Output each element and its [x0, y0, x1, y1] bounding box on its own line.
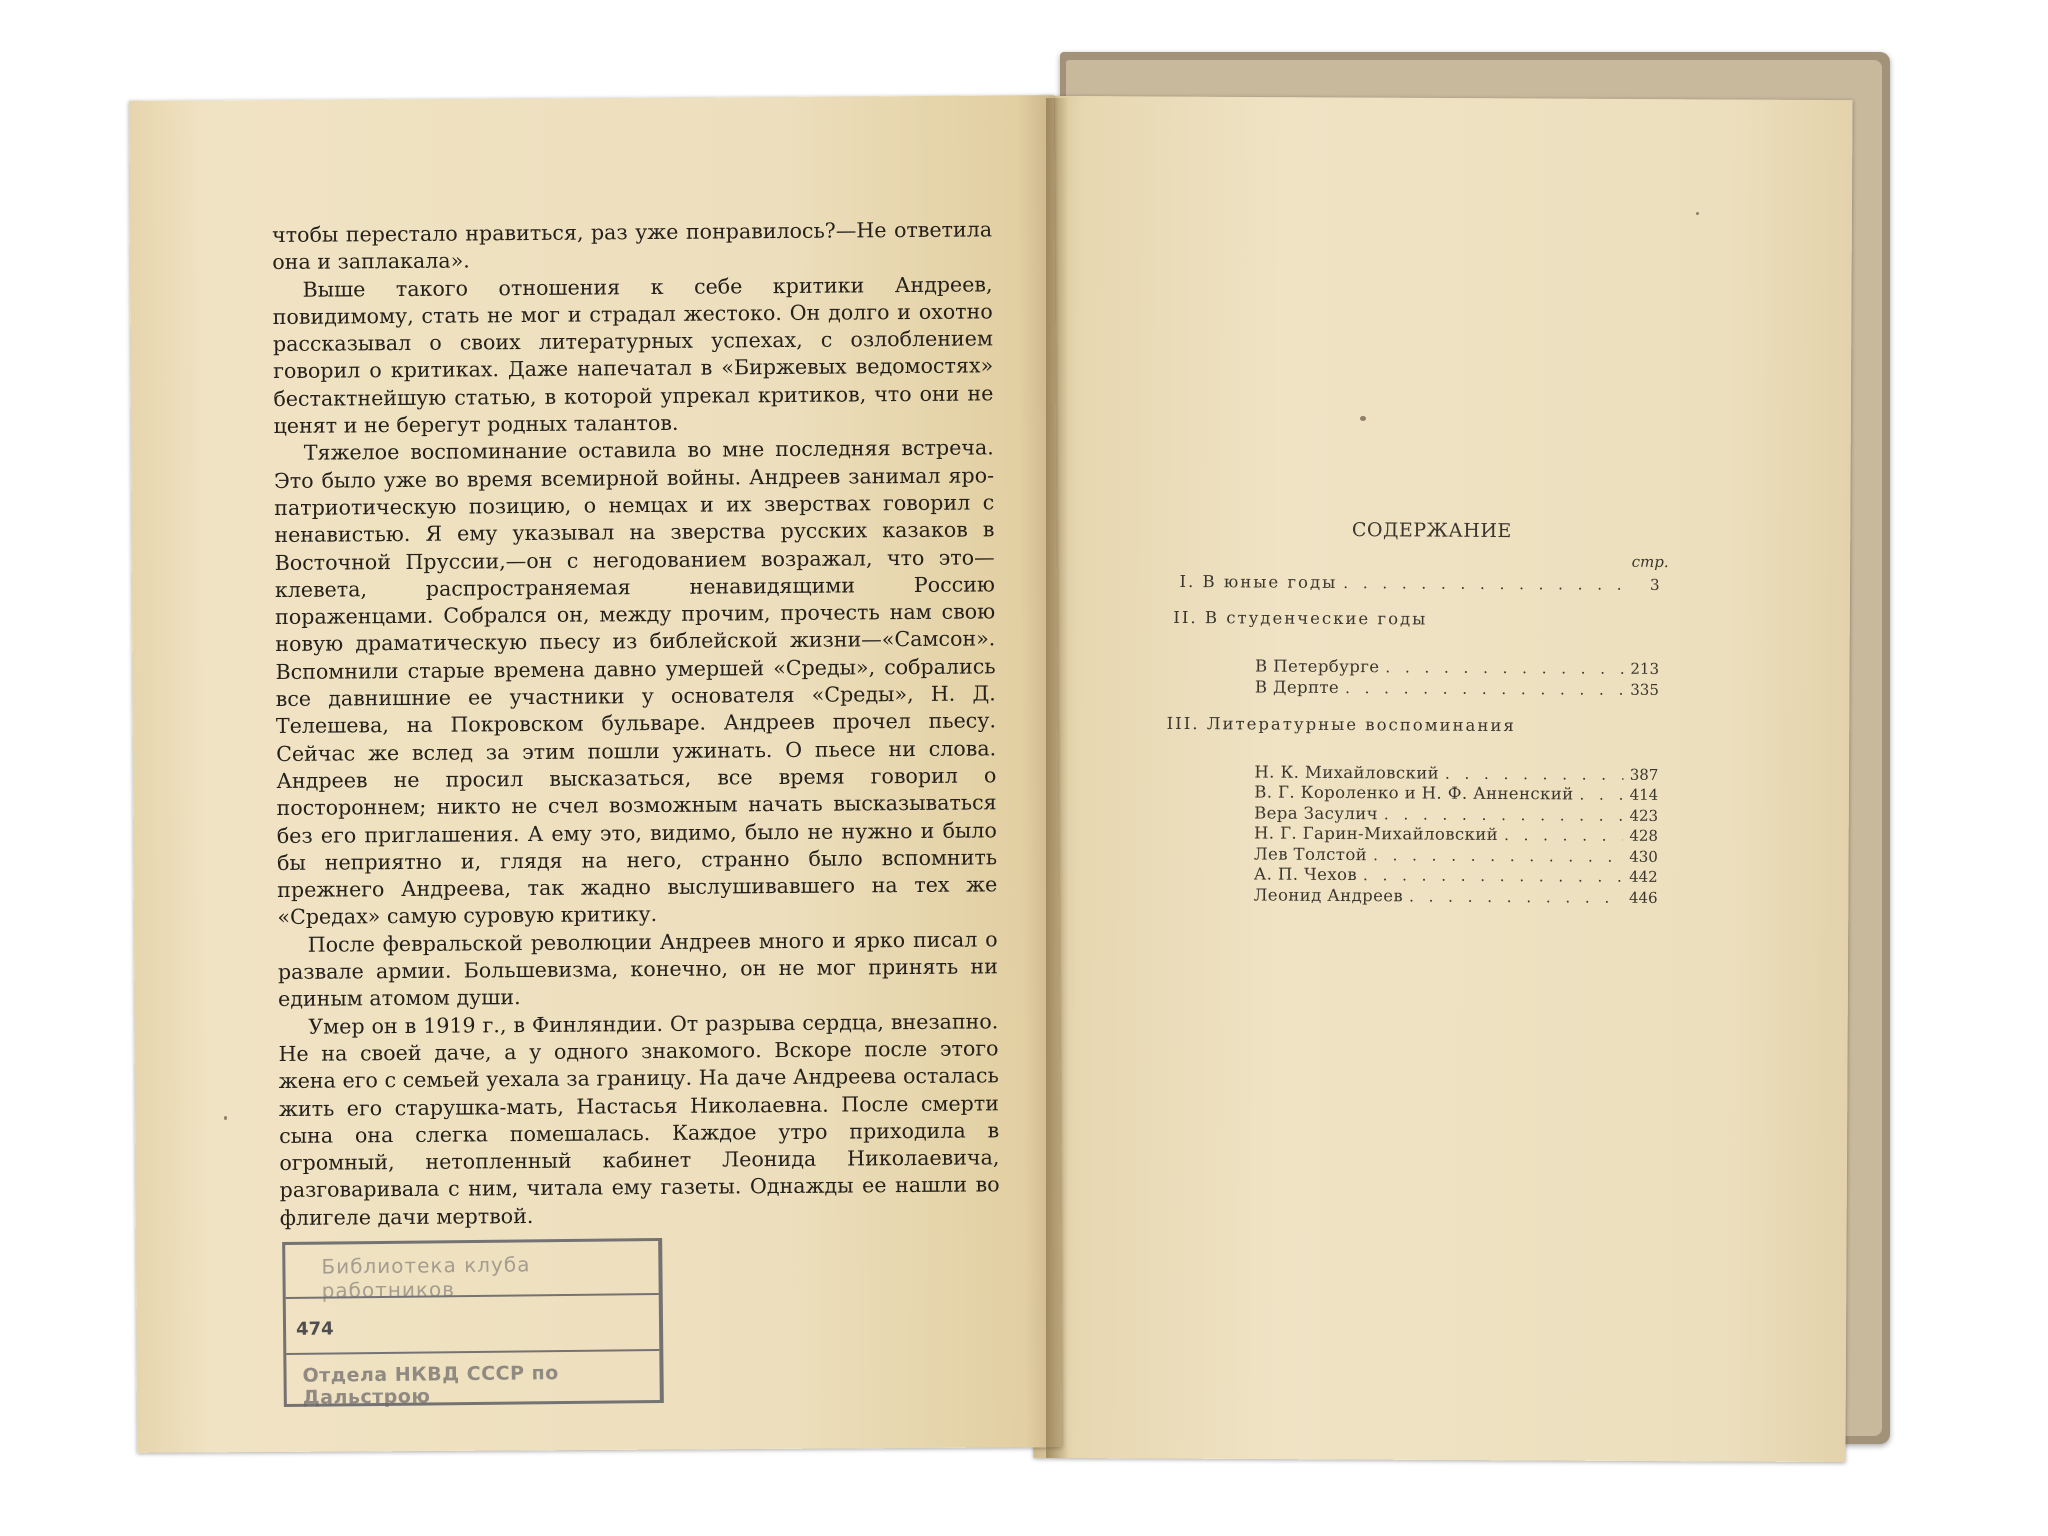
toc-entry [1255, 656, 1659, 677]
toc-entry-label: I. В юные годы [1179, 571, 1338, 592]
toc-entry-label: Н. Г. Гарин-Михайловский [1253, 823, 1499, 844]
toc-leader-dots [1384, 805, 1624, 824]
toc-entry-label: Н. К. Михайловский [1254, 762, 1440, 783]
toc-entry [1254, 823, 1658, 844]
paragraph-3: Тяжелое воспоминание оставила во мне последняя встреча. Это было уже во время всемирной войны. Андреев занимал яро-патриотическую позицию, о немцах и их зверствах говорил с ненавистью. Я ему указывал на зверства русских казаков в Восточной Пруссии,—он с негодованием возражал, что это—клевета, распространяемая ненавидящими Россию пораженцами. Собрался он, между прочим, прочесть нам свою новую драматическую пьесу из библейской жизни—«Самсон». Вспомнили старые времена давно умершей «Среды», собрались все давнишние ее участники у основателя «Среды», Н. Д. Телешева, на Покровском бульваре. Андреев прочел пьесу. Сейчас же вслед за этим пошли ужинать. О пьесе ни слова. Андреев не просил высказаться, все время говорил о постороннем; никто не счел возможным начать высказываться без его приглашения. А ему это, видимо, было не нужно и было бы неприятно и, глядя на него, странно было вспомнить прежнего Андреева, так жадно выслушивавшего на тех же «Средах» самую суровую критику. [273, 435, 998, 930]
library-stamp [282, 1238, 664, 1407]
paper-speck [1696, 212, 1699, 215]
toc-leader-dots [1373, 846, 1623, 866]
toc-entry [1254, 885, 1658, 906]
stamp-divider-2 [286, 1349, 659, 1355]
toc-leader-dots [1363, 866, 1623, 886]
toc-entry-page: 213 [1630, 659, 1660, 678]
toc-entry-label: Вера Засулич [1254, 803, 1379, 824]
toc-entry-page: 442 [1629, 867, 1658, 886]
toc-leader-dots [1504, 826, 1623, 845]
toc-leader-dots [1343, 574, 1625, 594]
toc-entry [1254, 762, 1658, 783]
paper-speck [224, 1116, 227, 1120]
toc-entry [1254, 803, 1658, 824]
toc-entry-label: А. П. Чехов [1253, 864, 1358, 885]
toc-entry [1173, 608, 1653, 630]
book-gutter [1046, 98, 1068, 1458]
toc-leader-dots [1409, 887, 1623, 906]
paragraph-1: чтобы перестало нравиться, раз уже понравилось?—Не ответила она и заплакала». [272, 217, 993, 275]
toc-entry-page: 446 [1628, 888, 1658, 907]
toc-entry [1254, 782, 1658, 803]
toc-leader-dots [1579, 785, 1623, 803]
toc-entry-page: 428 [1629, 826, 1659, 845]
toc-entry-page: 430 [1629, 847, 1658, 866]
toc-entry-label: В. Г. Короленко и Н. Ф. Анненский [1254, 782, 1574, 804]
toc-entry-page: 335 [1630, 680, 1659, 699]
toc-entry [1167, 714, 1647, 736]
toc-page-column-header: стр. [1631, 552, 1669, 571]
stamp-bottom-text: Отдела НКВД СССР по Дальстрою [302, 1362, 559, 1409]
toc-entry-page: 423 [1629, 806, 1659, 825]
toc-entry-label: В Дерпте [1254, 677, 1340, 697]
toc-entry-page: 414 [1629, 785, 1659, 804]
toc-entry [1254, 864, 1658, 885]
toc-title: СОДЕРЖАНИЕ [1351, 519, 1512, 543]
toc-entry-label: III. Литературные воспоминания [1166, 713, 1516, 736]
stamp-top-text: Библиотека клуба работников [321, 1252, 531, 1303]
toc-entry-label: Лев Толстой [1253, 844, 1368, 865]
toc-entry-label: Леонид Андреев [1253, 885, 1404, 906]
paper-speck [1360, 416, 1366, 421]
left-page-text [272, 216, 1000, 1232]
toc-entry-page: 387 [1629, 765, 1659, 784]
toc-entry-page: 3 [1649, 575, 1660, 594]
stamp-number: 474 [295, 1318, 334, 1340]
toc-leader-dots [1445, 765, 1624, 784]
toc-leader-dots [1345, 679, 1624, 699]
toc-entry [1180, 572, 1660, 594]
paragraph-2: Выше такого отношения к себе критики Андреев, повидимому, стать не мог и страдал жестоко. Он долго и охотно рассказывал о своих литературных успехах, с озлоблением говорил о критиках. Даже напечатал в «Биржевых ведомостях» бестактнейшую статью, в которой упрекал критиков, что они не ценят и не берегут родных талантов. [272, 271, 994, 439]
toc-leader-dots [1385, 658, 1624, 677]
paragraph-4: После февральской революции Андреев много и ярко писал о развале армии. Большевизма, конечно, он не мог принять ни единым атомом души. [277, 927, 998, 1012]
paragraph-5: Умер он в 1919 г., в Финляндии. От разрыва сердца, внезапно. Не на своей даче, а у одного знакомого. Вскоре после этого жена его с семьей уехала за границу. На даче Андреева осталась жить его старушка-мать, Настасья Николаевна. После смерти сына она слегка помешалась. Каждое утро приходила в огромный, нетопленный кабинет Леонида Николаевича, разговаривала с ним, читала ему газеты. Однажды ее нашли во флигеле дачи мертвой. [278, 1008, 1000, 1230]
toc-entry [1254, 844, 1658, 865]
toc-entry-label: II. В студенческие годы [1173, 607, 1428, 629]
toc-entry [1255, 677, 1659, 698]
toc-entry-label: В Петербурге [1254, 656, 1380, 677]
